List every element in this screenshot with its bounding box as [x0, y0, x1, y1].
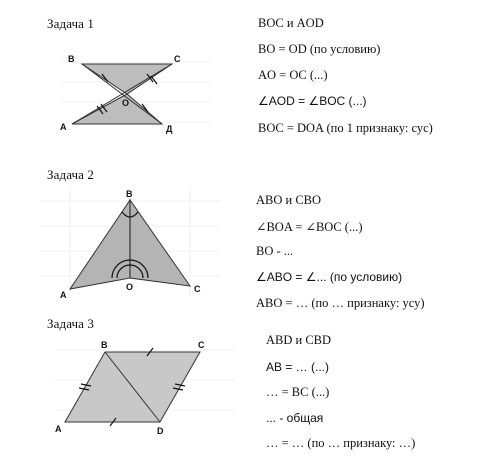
label-a: A	[60, 290, 67, 300]
label-a: A	[60, 122, 67, 132]
task-3-line-3: … = BC (...)	[266, 385, 330, 399]
triangle-abo	[70, 200, 130, 289]
task-3-title: Задача 3	[47, 316, 95, 331]
task-3-line-5: … = … (по … признаку: …)	[266, 436, 416, 450]
task-1-line-4: ∠AOD = ∠BOC (...)	[258, 94, 367, 108]
task-2-line-5: ABO = … (по … признаку: усу)	[256, 296, 425, 310]
triangle-aod	[72, 94, 162, 124]
task-1-line-3: AO = OC (...)	[258, 68, 328, 82]
label-b: B	[68, 54, 75, 64]
task-2-line-2: ∠BOA = ∠BOC (...)	[256, 220, 363, 234]
label-d: Д	[166, 124, 173, 134]
label-o: O	[122, 98, 130, 108]
label-c: C	[174, 54, 181, 64]
label-c: C	[198, 340, 205, 350]
task-3-line-4: ... - общая	[266, 411, 324, 425]
task-1-line-2: BO = OD (по условию)	[258, 42, 381, 56]
label-b: B	[101, 340, 108, 350]
task-1-title: Задача 1	[47, 16, 95, 31]
triangle-cbo	[130, 200, 190, 286]
task-1-line-5: BOC = DOA (по 1 признаку: сус)	[258, 121, 433, 135]
triangle-boc	[82, 64, 172, 94]
task-2-figure	[40, 186, 220, 301]
task-1-line-1: BOC и AOD	[258, 16, 324, 30]
label-o: O	[126, 282, 134, 292]
label-a: A	[55, 424, 62, 434]
label-d: D	[157, 426, 164, 436]
task-3-figure	[55, 340, 235, 440]
task-2-line-1: ABO и CBO	[256, 193, 322, 207]
label-b: B	[126, 189, 133, 199]
task-3-line-2: AB = … (...)	[266, 360, 330, 374]
task-2-line-3: BO - ...	[256, 244, 294, 258]
label-c: C	[194, 284, 201, 294]
task-3-line-1: ABD и CBD	[266, 333, 332, 347]
task-2-title: Задача 2	[47, 167, 95, 182]
task-2-line-4: ∠ABO = ∠... (по условию)	[256, 270, 403, 284]
task-1-figure	[62, 52, 222, 142]
